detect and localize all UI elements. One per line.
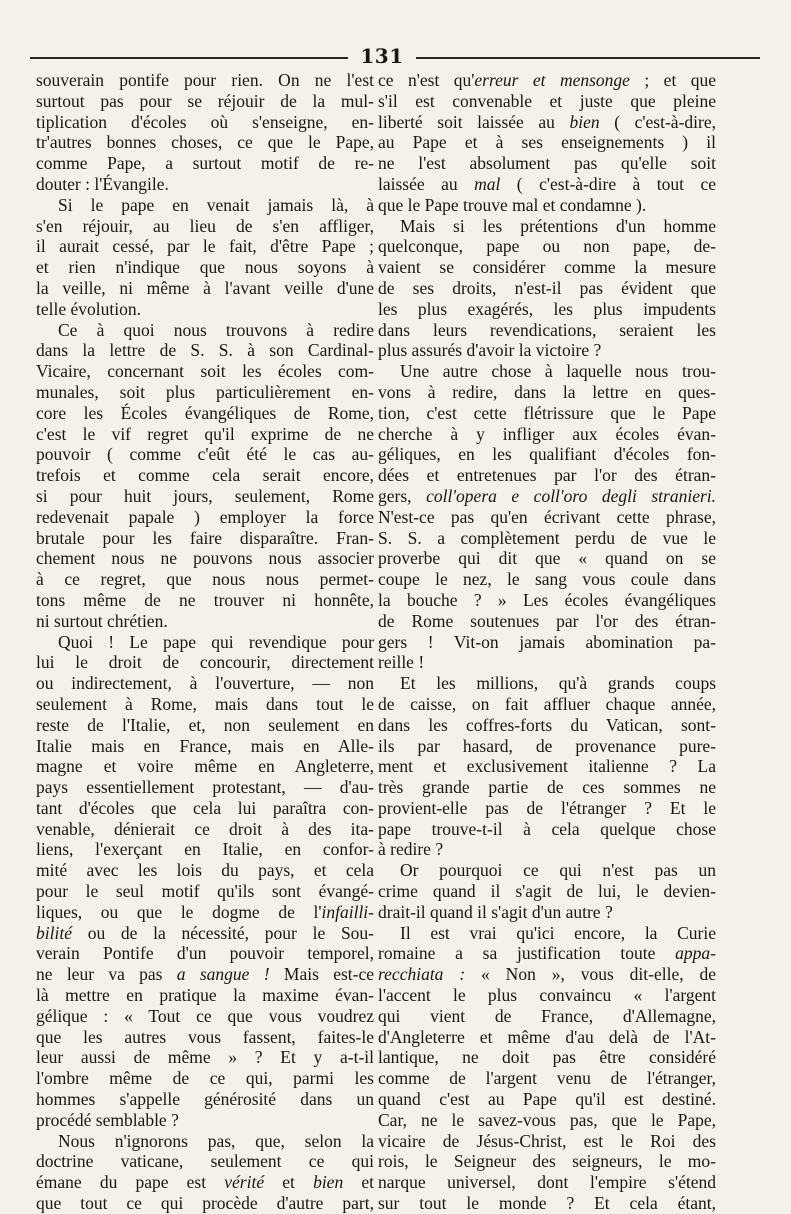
text-line <box>36 382 374 403</box>
text-segment: Il est vrai qu'ici encore, la Curie <box>400 922 716 943</box>
text-segment: la bouche ? » Les écoles évangéliques <box>378 589 716 610</box>
text-line <box>36 465 374 486</box>
text-line <box>378 611 716 632</box>
text-segment: qui vient de France, d'Allemagne, <box>378 1005 716 1026</box>
text-segment: Italie mais en France, mais en Alle- <box>36 735 374 756</box>
text-line <box>36 819 374 840</box>
text-line <box>36 299 374 320</box>
text-line <box>36 195 374 216</box>
text-line <box>36 132 374 153</box>
text-segment: comme Pape, a surtout motif de re- <box>36 153 374 174</box>
text-segment: ou indirectement, à l'ouverture, — non <box>36 673 374 694</box>
text-line <box>378 195 716 216</box>
text-segment: s'en réjouir, au lieu de s'en affliger, <box>36 215 374 236</box>
text-line <box>378 839 716 860</box>
text-line <box>378 1047 716 1068</box>
text-segment: Mais si les prétentions d'un homme <box>400 215 716 236</box>
text-segment: au Pape et à ses enseignements ) il <box>378 132 716 153</box>
text-segment: que les autres vous fassent, faites-le <box>36 1026 374 1047</box>
text-line <box>378 216 716 237</box>
text-line <box>36 798 374 819</box>
text-line <box>378 112 716 133</box>
text-segment: si pour huit jours, seulement, Rome <box>36 485 374 506</box>
text-segment: telle évolution. <box>36 298 141 319</box>
text-line <box>378 153 716 174</box>
text-line <box>378 694 716 715</box>
text-line <box>378 444 716 465</box>
text-line <box>378 736 716 757</box>
text-segment: Quoi ! Le pape qui revendique pour <box>58 631 374 652</box>
text-segment: vicaire de Jésus-Christ, est le Roi des <box>378 1130 716 1151</box>
text-line <box>378 361 716 382</box>
text-line <box>36 1193 374 1214</box>
italic-text: erreur et mensonge <box>474 70 630 90</box>
text-segment: Ce à quoi nous trouvons à redire <box>58 319 374 340</box>
text-line <box>36 444 374 465</box>
text-line <box>378 860 716 881</box>
text-line <box>378 257 716 278</box>
text-line <box>378 943 716 964</box>
text-segment: reste de l'Italie, et, non seulement en <box>36 714 374 735</box>
italic-text: bilité <box>36 922 72 943</box>
text-line <box>378 299 716 320</box>
text-line <box>36 1151 374 1172</box>
text-segment: tion, c'est cette flétrissure que le Pape <box>378 402 716 423</box>
text-segment: plus assurés d'avoir la victoire ? <box>378 340 602 361</box>
italic-text: coll'opera e coll'oro degli stranieri. <box>426 485 716 506</box>
text-segment: douter : l'Évangile. <box>36 173 169 194</box>
text-segment: proverbe qui dit que « quand on se <box>378 548 716 569</box>
text-segment: à ce regret, que nous nous permet- <box>36 569 374 590</box>
text-line <box>378 777 716 798</box>
text-line <box>378 652 716 673</box>
text-segment: géliques, en les qualifiant d'écoles fon- <box>378 444 716 465</box>
text-segment: ( c'est-à-dire, <box>599 111 716 132</box>
text-segment: ce n'est qu' <box>378 70 475 90</box>
text-line <box>36 507 374 528</box>
text-line <box>36 736 374 757</box>
text-segment: c'est le vif regret qu'il exprime de ne <box>36 423 374 444</box>
text-line <box>378 1006 716 1027</box>
text-line <box>378 902 716 923</box>
text-segment: très grande partie de ces sommes ne <box>378 777 716 798</box>
text-segment: quelconque, pape ou non pape, de- <box>378 236 716 257</box>
text-segment: crime quand il s'agit de lui, le devien- <box>378 881 716 902</box>
text-segment: quand c'est au Pape qu'il est destiné. <box>378 1089 716 1110</box>
text-line <box>378 174 716 195</box>
text-line <box>36 673 374 694</box>
text-line <box>378 424 716 445</box>
text-line <box>36 652 374 673</box>
text-line <box>378 1068 716 1089</box>
text-line <box>378 632 716 653</box>
text-segment: souverain pontife pour rien. On ne l'est <box>36 70 374 90</box>
text-segment: Vicaire, concernant soit les écoles com- <box>36 361 374 382</box>
text-segment: procédé semblable ? <box>36 1109 179 1130</box>
text-segment: ils par hasard, de provenance pure- <box>378 735 716 756</box>
text-segment: pouvoir ( comme c'eût été le cas au- <box>36 444 374 465</box>
text-line <box>378 715 716 736</box>
text-segment: la veille, ni même à l'avant veille d'une <box>36 277 374 298</box>
text-segment: l'ombre même de ce qui, parmi les <box>36 1068 374 1089</box>
text-line <box>36 112 374 133</box>
text-line <box>36 257 374 278</box>
text-line <box>36 424 374 445</box>
text-line <box>378 1151 716 1172</box>
text-line <box>36 1006 374 1027</box>
text-line <box>36 964 374 985</box>
text-line <box>36 715 374 736</box>
text-segment: de ses droits, n'est-il pas évident que <box>378 277 716 298</box>
page-header <box>30 44 760 68</box>
text-segment: trefois et comme cela serait encore, <box>36 465 374 486</box>
text-segment: ou de la nécessité, pour le Sou- <box>71 922 374 943</box>
text-segment: Or pourquoi ce qui n'est pas un <box>400 860 716 881</box>
text-segment: leur aussi de même » ? Et y a-t-il <box>36 1047 374 1068</box>
text-line <box>378 91 716 112</box>
text-line <box>36 1047 374 1068</box>
text-segment: redevenait papale ) employer la force <box>36 506 374 527</box>
text-segment: drait-il quand il s'agit d'un autre ? <box>378 901 613 922</box>
text-segment: ne l'est absolument pas qu'elle soit <box>378 153 716 174</box>
text-segment: s'il est convenable et juste que pleine <box>378 90 716 111</box>
text-line <box>36 839 374 860</box>
text-segment: liques, ou que le dogme de l' <box>36 901 322 922</box>
text-segment: liberté soit laissée au <box>378 111 570 132</box>
text-segment: sur tout le monde ? Et cela étant, <box>378 1193 716 1214</box>
text-line <box>36 923 374 944</box>
text-segment: tons même de ne trouver ni honnête, <box>36 589 374 610</box>
header-rule-left <box>30 57 348 59</box>
text-segment: romaine a sa justification toute <box>378 943 676 964</box>
text-line <box>36 548 374 569</box>
text-segment: brutale pour les faire disparaître. Fran- <box>36 527 374 548</box>
text-line <box>36 91 374 112</box>
text-segment: core les Écoles évangéliques de Rome, <box>36 402 374 423</box>
text-segment: ; et que <box>629 70 716 90</box>
text-segment: ni surtout chrétien. <box>36 610 168 631</box>
text-line <box>36 902 374 923</box>
text-segment: et rien n'indique que nous soyons à <box>36 257 374 278</box>
text-line <box>378 548 716 569</box>
text-segment: chement nous ne pouvons nous associer <box>36 548 374 569</box>
text-line <box>36 860 374 881</box>
text-line <box>378 569 716 590</box>
text-segment: S. S. a complètement perdu de vue le <box>378 527 716 548</box>
text-segment: dans la lettre de S. S. à son Cardinal- <box>36 340 374 361</box>
text-segment: Mais est-ce <box>269 964 374 985</box>
text-segment: liens, l'exerçant en Italie, en confor- <box>36 839 374 860</box>
italic-text: mal <box>474 173 501 194</box>
text-line <box>36 403 374 424</box>
text-line <box>36 777 374 798</box>
text-line <box>378 278 716 299</box>
text-line <box>36 486 374 507</box>
text-line <box>378 590 716 611</box>
text-segment: Si le pape en venait jamais là, à <box>58 194 374 215</box>
text-segment: reille ! <box>378 652 425 673</box>
text-segment: provient-elle pas de l'étranger ? Et le <box>378 797 716 818</box>
italic-text: recchiata : <box>378 964 466 985</box>
text-segment: d'Angleterre et même d'au delà de l'At- <box>378 1026 716 1047</box>
text-segment: venable, dénierait ce droit à des ita- <box>36 818 374 839</box>
text-segment: pape trouve-t-il à cela quelque chose <box>378 818 716 839</box>
text-segment: N'est-ce pas qu'en écrivant cette phrase, <box>378 506 716 527</box>
text-line <box>378 798 716 819</box>
text-line <box>378 881 716 902</box>
text-segment: gers, <box>378 485 427 506</box>
text-line <box>378 70 716 91</box>
text-segment: et <box>264 1172 314 1193</box>
text-line <box>378 528 716 549</box>
text-line <box>378 340 716 361</box>
text-line <box>36 1068 374 1089</box>
left-text-column <box>36 70 374 1214</box>
text-segment: lantique, ne doit pas être considéré <box>378 1047 716 1068</box>
text-line <box>378 964 716 985</box>
text-segment: lui le droit de concourir, directement <box>36 652 374 673</box>
text-segment: et <box>343 1172 374 1193</box>
text-line <box>36 1089 374 1110</box>
text-segment: seulement à Rome, mais dans tout le <box>36 693 374 714</box>
text-line <box>36 320 374 341</box>
text-line <box>36 611 374 632</box>
italic-text: bien <box>313 1172 344 1193</box>
italic-text: appa- <box>675 943 716 964</box>
text-segment: Car, ne le savez-vous pas, que le Pape, <box>378 1109 716 1130</box>
text-line <box>378 1172 716 1193</box>
text-line <box>36 216 374 237</box>
text-line <box>378 1131 716 1152</box>
text-line <box>36 278 374 299</box>
text-segment: pays essentiellement protestant, — d'au- <box>36 777 374 798</box>
text-line <box>36 1110 374 1131</box>
text-line <box>36 528 374 549</box>
text-segment: hommes s'appelle générosité dans un <box>36 1089 374 1110</box>
text-line <box>36 694 374 715</box>
text-line <box>36 590 374 611</box>
right-text-column <box>378 70 716 1214</box>
text-line <box>378 1110 716 1131</box>
text-line <box>36 756 374 777</box>
text-line <box>378 923 716 944</box>
text-line <box>36 153 374 174</box>
text-segment: « Non », vous dit-elle, de <box>465 964 716 985</box>
text-line <box>36 569 374 590</box>
text-line <box>378 236 716 257</box>
text-segment: Une autre chose à laquelle nous trou- <box>400 361 716 382</box>
text-segment: tiplication d'écoles où s'enseigne, en- <box>36 111 374 132</box>
text-segment: ment et exclusivement italienne ? La <box>378 756 716 777</box>
text-segment: à redire ? <box>378 839 444 860</box>
text-line <box>378 403 716 424</box>
text-line <box>378 507 716 528</box>
text-line <box>378 486 716 507</box>
text-line <box>36 174 374 195</box>
italic-text: bien <box>569 111 600 132</box>
text-line <box>378 673 716 694</box>
text-segment: de Rome soutenues par l'or des étran- <box>378 610 716 631</box>
text-line <box>36 1027 374 1048</box>
italic-text: a sangue ! <box>176 964 270 985</box>
text-segment: de caisse, on fait affluer chaque année, <box>378 693 716 714</box>
text-segment: là mettre en pratique la maxime évan- <box>36 985 374 1006</box>
text-segment: gers ! Vit-on jamais abomination pa- <box>378 631 716 652</box>
text-line <box>378 1027 716 1048</box>
text-segment: surtout pas pour se réjouir de la mul- <box>36 90 374 111</box>
text-line <box>378 985 716 1006</box>
text-segment: vons à redire, dans la lettre en ques- <box>378 381 716 402</box>
text-line <box>378 382 716 403</box>
text-line <box>36 1131 374 1152</box>
text-segment: que le Pape trouve mal et condamne ). <box>378 194 647 215</box>
text-segment: verain Pontife d'un pouvoir temporel, <box>36 943 374 964</box>
text-segment: tant d'écoles que cela lui paraîtra con- <box>36 797 374 818</box>
text-segment: il aurait cessé, par le fait, d'être Pape ; <box>36 236 374 257</box>
text-segment: munales, soit plus particulièrement en- <box>36 381 374 402</box>
text-segment: Nous n'ignorons pas, que, selon la <box>58 1130 374 1151</box>
text-segment: que tout ce qui procède d'autre part, <box>36 1193 374 1214</box>
text-segment: doctrine vaticane, seulement ce qui <box>36 1151 374 1172</box>
text-segment: magne et voire même en Angleterre, <box>36 756 374 777</box>
text-line <box>36 943 374 964</box>
page-number: 131 <box>360 44 404 68</box>
text-segment: dées et entretenues par l'or des étran- <box>378 465 716 486</box>
text-line <box>378 465 716 486</box>
text-line <box>378 1193 716 1214</box>
text-segment: mité avec les lois du pays, et cela <box>36 860 374 881</box>
text-segment: ne leur va pas <box>36 964 177 985</box>
text-segment: laissée au <box>378 173 475 194</box>
text-segment: rois, le Seigneur des seigneurs, le mo- <box>378 1151 716 1172</box>
text-segment: l'accent le plus convaincu « l'argent <box>378 985 716 1006</box>
text-segment: les plus exagérés, les plus impudents <box>378 298 716 319</box>
text-line <box>378 1089 716 1110</box>
text-line <box>36 632 374 653</box>
text-segment: émane du pape est <box>36 1172 225 1193</box>
text-line <box>36 985 374 1006</box>
text-segment: dans les coffres-forts du Vatican, sont- <box>378 714 716 735</box>
text-line <box>378 756 716 777</box>
text-line <box>36 340 374 361</box>
text-segment: dans leurs revendications, seraient les <box>378 319 716 340</box>
text-segment: comme de l'argent venu de l'étranger, <box>378 1068 716 1089</box>
text-segment: tr'autres bonnes choses, ce que le Pape, <box>36 132 374 153</box>
text-line <box>36 881 374 902</box>
text-segment: vaient se considérer comme la mesure <box>378 257 716 278</box>
text-line <box>378 320 716 341</box>
text-segment: pour le seul motif qu'ils sont évangé- <box>36 881 374 902</box>
text-line <box>36 236 374 257</box>
text-segment: coupe le nez, le sang vous coule dans <box>378 569 716 590</box>
italic-text: vérité <box>224 1172 265 1193</box>
header-rule-right <box>416 57 760 59</box>
italic-text: infailli- <box>321 901 374 922</box>
text-segment: Et les millions, qu'à grands coups <box>400 673 716 694</box>
text-segment: gélique : « Tout ce que vous voudrez <box>36 1005 374 1026</box>
text-segment: ( c'est-à-dire à tout ce <box>500 173 716 194</box>
text-segment: narque universel, dont l'empire s'étend <box>378 1172 716 1193</box>
text-segment: cherche à y infliger aux écoles évan- <box>378 423 716 444</box>
text-line <box>36 70 374 91</box>
text-line <box>378 819 716 840</box>
text-line <box>36 361 374 382</box>
text-line <box>36 1172 374 1193</box>
text-line <box>378 132 716 153</box>
